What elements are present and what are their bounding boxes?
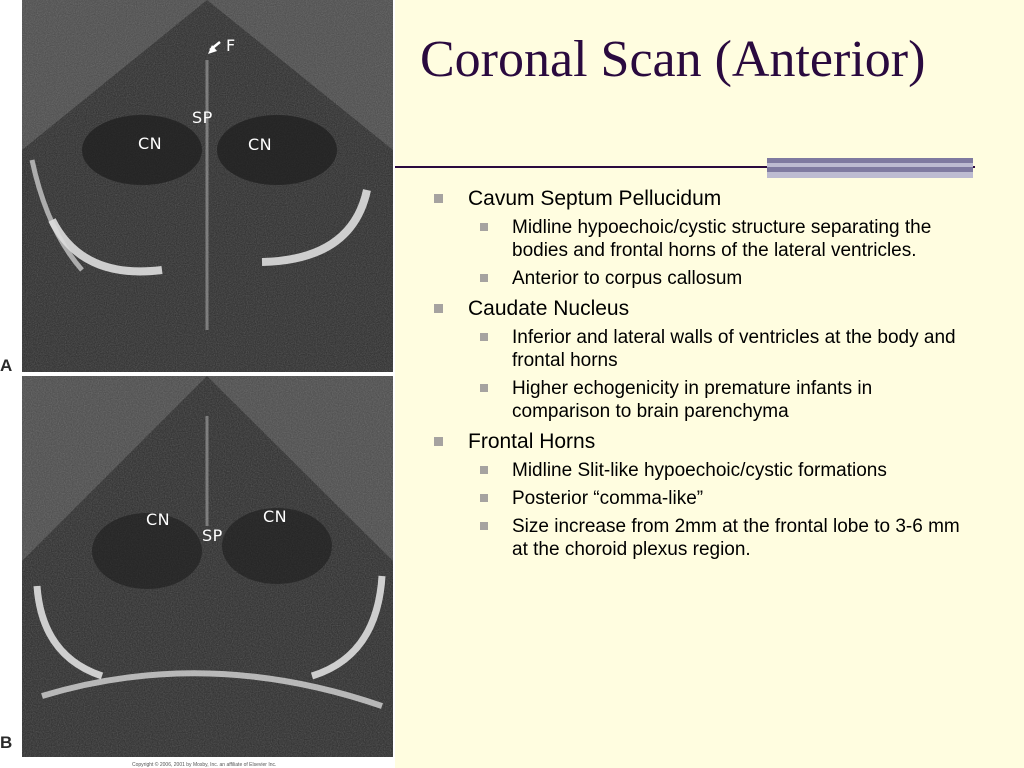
label-sp: SP <box>202 526 223 545</box>
bullet-list <box>430 180 990 561</box>
sub-bullet-item <box>430 216 990 262</box>
panel-letter-a: A <box>0 356 13 375</box>
label-cn-left: CN <box>138 134 163 153</box>
label-sp: SP <box>192 108 213 127</box>
sub-bullet-item <box>430 267 990 290</box>
copyright-notice: Copyright © 2006, 2001 by Mosby, Inc. an affiliate of Elsevier Inc. <box>132 762 277 768</box>
label-cn-left: CN <box>146 510 171 529</box>
bullet-text: Caudate Nucleus <box>468 297 630 320</box>
square-bullet-icon <box>480 274 488 282</box>
square-bullet-icon <box>434 194 443 203</box>
title-divider-bar <box>767 158 973 178</box>
sub-bullet-text: Midline hypoechoic/cystic structure separating the bodies and frontal horns of the lateral ventricles. <box>512 217 932 261</box>
sub-bullet-text: Inferior and lateral walls of ventricles at the body and frontal horns <box>512 327 956 371</box>
square-bullet-icon <box>480 522 488 530</box>
label-cn-right: CN <box>263 507 288 526</box>
square-bullet-icon <box>480 466 488 474</box>
bullet-item <box>430 186 990 211</box>
sub-bullet-item <box>430 515 990 561</box>
sub-bullet-text: Higher echogenicity in premature infants in comparison to brain parenchyma <box>512 378 873 422</box>
sub-bullet-text: Size increase from 2mm at the frontal lobe to 3-6 mm at the choroid plexus region. <box>512 516 960 560</box>
square-bullet-icon <box>480 223 488 231</box>
sub-bullet-item <box>430 459 990 482</box>
sub-bullet-item <box>430 377 990 423</box>
sub-bullet-text: Posterior “comma-like” <box>512 488 704 509</box>
ultrasound-figure <box>0 0 395 768</box>
square-bullet-icon <box>480 494 488 502</box>
bullet-text: Frontal Horns <box>468 430 596 453</box>
slide-title: Coronal Scan (Anterior) <box>420 31 926 88</box>
ultrasound-scan-a <box>22 0 393 372</box>
ultrasound-scan-b <box>22 376 393 757</box>
square-bullet-icon <box>434 437 443 446</box>
sub-bullet-item <box>430 487 990 510</box>
bullet-item <box>430 296 990 321</box>
square-bullet-icon <box>480 333 488 341</box>
bullet-text: Cavum Septum Pellucidum <box>468 187 722 210</box>
scan-b-image <box>22 376 393 757</box>
sub-bullet-text: Anterior to corpus callosum <box>512 268 743 289</box>
panel-letter-b: B <box>0 733 13 752</box>
label-cn-right: CN <box>248 135 273 154</box>
bullet-item <box>430 429 990 454</box>
square-bullet-icon <box>480 384 488 392</box>
square-bullet-icon <box>434 304 443 313</box>
label-f: F <box>226 36 236 55</box>
sub-bullet-text: Midline Slit-like hypoechoic/cystic formations <box>512 460 887 481</box>
sub-bullet-item <box>430 326 990 372</box>
scan-a-image <box>22 0 393 372</box>
